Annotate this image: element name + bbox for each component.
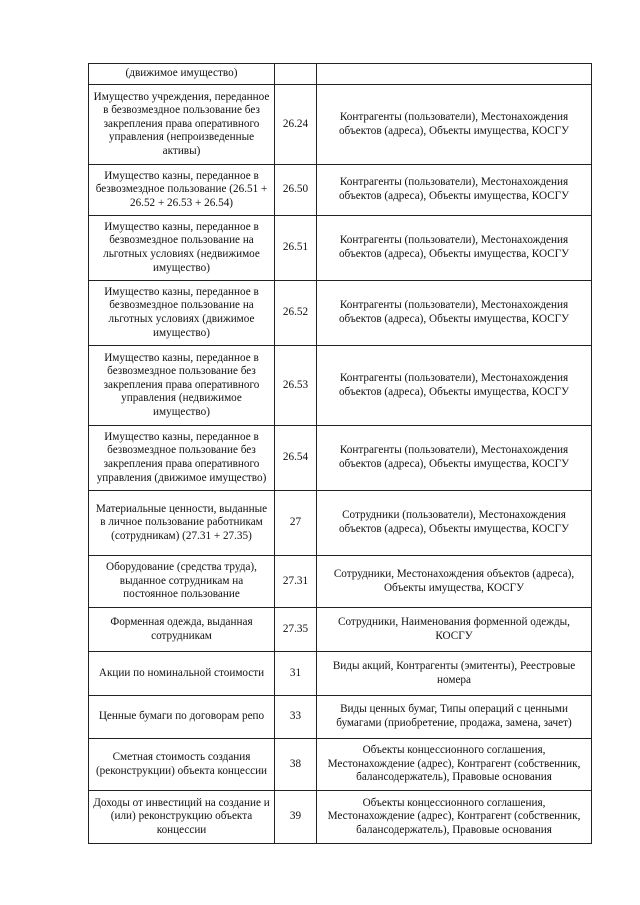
account-code-cell: 38 [275,739,317,791]
analytics-cell: Сотрудники, Местонахождения объектов (адреса), Объекты имущества, КОСГУ [317,556,592,608]
document-page [88,63,592,844]
table-row [89,165,592,216]
account-name-cell: Имущество казны, переданное в безвозмездное пользование без закрепления права оперативного управления (недвижимое имущество) [89,346,275,426]
account-name-cell: Акции по номинальной стоимости [89,652,275,696]
account-name-cell: Оборудование (средства труда), выданное сотрудникам на постоянное пользование [89,556,275,608]
analytics-cell: Контрагенты (пользователи), Местонахождения объектов (адреса), Объекты имущества, КОСГУ [317,346,592,426]
account-code-cell: 27.31 [275,556,317,608]
account-name-cell: Имущество казны, переданное в безвозмездное пользование без закрепления права оперативного управления (движимое имущество) [89,426,275,491]
account-code-cell: 39 [275,791,317,844]
table-row [89,64,592,85]
account-code-cell: 26.50 [275,165,317,216]
account-code-cell: 26.54 [275,426,317,491]
table-row [89,491,592,556]
account-code-cell: 26.51 [275,216,317,281]
table-row [89,281,592,346]
account-code-cell: 26.24 [275,85,317,165]
account-code-cell: 26.52 [275,281,317,346]
account-name-cell: Имущество казны, переданное в безвозмездное пользование (26.51 + 26.52 + 26.53 + 26.54) [89,165,275,216]
account-name-cell: (движимое имущество) [89,64,275,85]
account-code-cell: 27.35 [275,608,317,652]
account-code-cell [275,64,317,85]
table-row [89,426,592,491]
account-name-cell: Форменная одежда, выданная сотрудникам [89,608,275,652]
analytics-cell: Контрагенты (пользователи), Местонахождения объектов (адреса), Объекты имущества, КОСГУ [317,426,592,491]
account-name-cell: Материальные ценности, выданные в личное пользование работникам (сотрудникам) (27.31 + 27.35) [89,491,275,556]
analytics-cell: Сотрудники (пользователи), Местонахождения объектов (адреса), Объекты имущества, КОСГУ [317,491,592,556]
account-code-cell: 31 [275,652,317,696]
analytics-cell: Контрагенты (пользователи), Местонахождения объектов (адреса), Объекты имущества, КОСГУ [317,165,592,216]
account-name-cell: Имущество казны, переданное в безвозмездное пользование на льготных условиях (движимое имущество) [89,281,275,346]
account-code-cell: 27 [275,491,317,556]
table-row [89,556,592,608]
analytics-cell: Контрагенты (пользователи), Местонахождения объектов (адреса), Объекты имущества, КОСГУ [317,216,592,281]
account-name-cell: Имущество казны, переданное в безвозмездное пользование на льготных условиях (недвижимое имущество) [89,216,275,281]
table-row [89,652,592,696]
analytics-cell: Сотрудники, Наименования форменной одежды, КОСГУ [317,608,592,652]
accounts-table [88,63,592,844]
analytics-cell: Виды акций, Контрагенты (эмитенты), Реестровые номера [317,652,592,696]
account-code-cell: 33 [275,696,317,739]
account-name-cell: Имущество учреждения, переданное в безвозмездное пользование без закрепления права оперативного управления (непроизведенные активы) [89,85,275,165]
analytics-cell: Контрагенты (пользователи), Местонахождения объектов (адреса), Объекты имущества, КОСГУ [317,281,592,346]
table-row [89,85,592,165]
table-row [89,216,592,281]
table-row [89,739,592,791]
account-name-cell: Доходы от инвестиций на создание и (или) реконструкцию объекта концессии [89,791,275,844]
table-row [89,608,592,652]
table-row [89,346,592,426]
analytics-cell: Объекты концессионного соглашения, Местонахождение (адрес), Контрагент (собственник, балансодержатель), Правовые основания [317,739,592,791]
analytics-cell: Объекты концессионного соглашения, Местонахождение (адрес), Контрагент (собственник, балансодержатель), Правовые основания [317,791,592,844]
analytics-cell [317,64,592,85]
analytics-cell: Виды ценных бумаг, Типы операций с ценными бумагами (приобретение, продажа, замена, зачет) [317,696,592,739]
table-row [89,791,592,844]
analytics-cell: Контрагенты (пользователи), Местонахождения объектов (адреса), Объекты имущества, КОСГУ [317,85,592,165]
table-row [89,696,592,739]
account-name-cell: Сметная стоимость создания (реконструкции) объекта концессии [89,739,275,791]
account-code-cell: 26.53 [275,346,317,426]
account-name-cell: Ценные бумаги по договорам репо [89,696,275,739]
